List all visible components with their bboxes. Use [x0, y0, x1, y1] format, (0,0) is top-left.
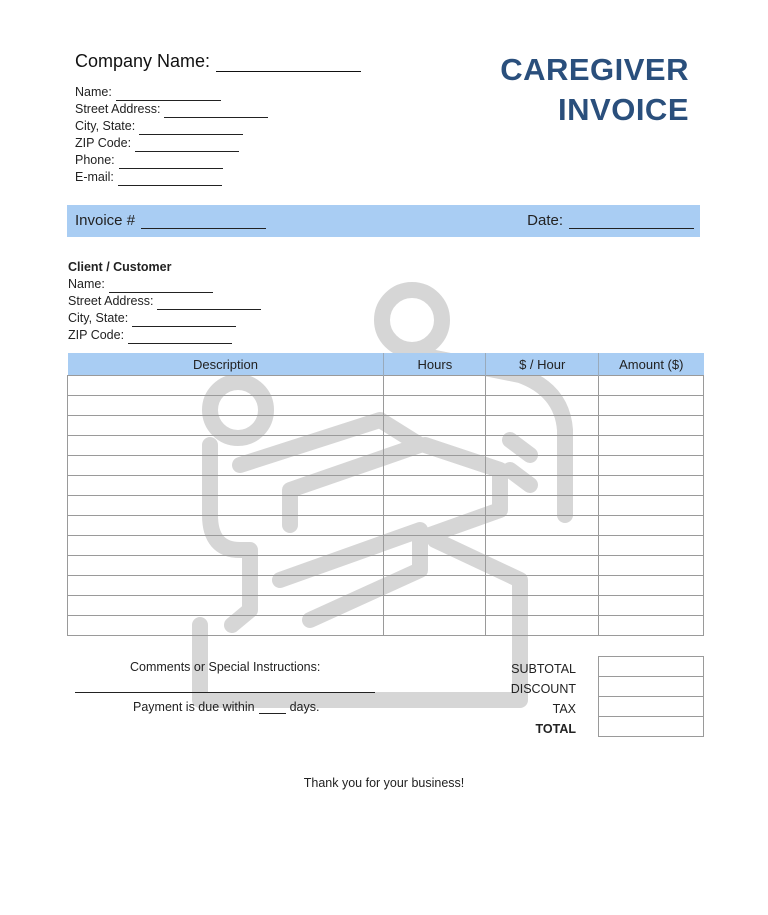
date-field	[527, 212, 694, 229]
client-field	[68, 327, 261, 344]
title-line-2: INVOICE	[558, 92, 689, 127]
table-row	[68, 396, 704, 416]
field-blank	[128, 331, 232, 344]
field-blank	[109, 280, 213, 293]
field-blank	[132, 314, 236, 327]
table-cell	[486, 596, 599, 616]
table-row	[68, 456, 704, 476]
field-blank	[119, 156, 223, 169]
company-info	[75, 84, 268, 186]
table-cell	[68, 416, 384, 436]
table-cell	[68, 456, 384, 476]
table-cell	[68, 576, 384, 596]
table-cell	[599, 376, 704, 396]
field-blank	[135, 139, 239, 152]
company-field	[75, 118, 268, 135]
table-cell	[599, 456, 704, 476]
table-cell	[599, 616, 704, 636]
payment-suffix: days.	[289, 700, 320, 714]
subtotal-box	[598, 656, 704, 676]
date-blank	[569, 214, 694, 229]
table-row	[68, 596, 704, 616]
totals-boxes	[598, 656, 704, 737]
table-cell	[486, 396, 599, 416]
company-field	[75, 84, 268, 101]
table-row	[68, 616, 704, 636]
table-row	[68, 436, 704, 456]
table-header-row	[68, 353, 704, 376]
invoice-number-bar	[67, 205, 700, 237]
table-row	[68, 536, 704, 556]
table-cell	[384, 596, 486, 616]
table-cell	[384, 616, 486, 636]
comments-blank	[75, 692, 375, 693]
table-cell	[486, 536, 599, 556]
payment-prefix: Payment is due within	[133, 700, 255, 714]
client-heading: Client / Customer	[68, 260, 172, 274]
field-label: E-mail:	[75, 170, 114, 184]
tax-box	[598, 696, 704, 716]
field-label: Name:	[68, 277, 105, 291]
table-cell	[68, 516, 384, 536]
table-cell	[599, 596, 704, 616]
discount-label: DISCOUNT	[510, 682, 576, 696]
table-cell	[599, 516, 704, 536]
company-field	[75, 169, 268, 186]
field-label: Phone:	[75, 153, 115, 167]
column-header-hours: Hours	[384, 353, 486, 376]
table-cell	[486, 476, 599, 496]
field-blank	[118, 173, 222, 186]
field-label: Street Address:	[68, 294, 154, 308]
thank-you-note: Thank you for your business!	[303, 776, 465, 790]
totals-labels	[490, 659, 576, 739]
table-cell	[599, 436, 704, 456]
table-cell	[599, 556, 704, 576]
table-row	[68, 476, 704, 496]
table-cell	[599, 496, 704, 516]
table-row	[68, 556, 704, 576]
payment-days-blank	[259, 702, 286, 714]
table-row	[68, 416, 704, 436]
table-cell	[486, 496, 599, 516]
table-cell	[384, 436, 486, 456]
table-cell	[68, 496, 384, 516]
table-cell	[384, 416, 486, 436]
table-cell	[384, 556, 486, 576]
table-cell	[486, 616, 599, 636]
table-cell	[68, 396, 384, 416]
field-blank	[139, 122, 243, 135]
client-field	[68, 293, 261, 310]
table-cell	[384, 496, 486, 516]
table-cell	[486, 416, 599, 436]
comments-label: Comments or Special Instructions:	[130, 660, 321, 674]
company-field	[75, 152, 268, 169]
company-name-label: Company Name:	[75, 51, 211, 71]
invoice-number-label: Invoice #	[75, 212, 136, 229]
title-line-1: CAREGIVER	[500, 52, 689, 87]
table-cell	[68, 476, 384, 496]
table-cell	[599, 396, 704, 416]
table-cell	[384, 376, 486, 396]
subtotal-label: SUBTOTAL	[511, 662, 576, 676]
table-body	[68, 376, 704, 636]
field-label: Street Address:	[75, 102, 161, 116]
field-blank	[164, 105, 268, 118]
table-cell	[486, 576, 599, 596]
table-cell	[68, 616, 384, 636]
invoice-number-blank	[141, 214, 266, 229]
company-name-field	[75, 51, 361, 72]
table-cell	[384, 476, 486, 496]
table-cell	[486, 376, 599, 396]
table-cell	[384, 456, 486, 476]
column-header-description: Description	[68, 353, 384, 376]
tax-label: TAX	[552, 702, 576, 716]
discount-box	[598, 676, 704, 696]
table-cell	[486, 516, 599, 536]
field-label: City, State:	[68, 311, 129, 325]
field-label: ZIP Code:	[75, 136, 132, 150]
field-label: ZIP Code:	[68, 328, 125, 342]
field-blank	[157, 297, 261, 310]
client-field	[68, 310, 261, 327]
table-cell	[68, 436, 384, 456]
table-row	[68, 376, 704, 396]
company-field	[75, 135, 268, 152]
table-cell	[68, 536, 384, 556]
table-cell	[599, 476, 704, 496]
payment-terms	[133, 700, 319, 714]
table-cell	[384, 516, 486, 536]
table-cell	[68, 556, 384, 576]
table-cell	[599, 576, 704, 596]
invoice-title	[500, 50, 689, 130]
client-field	[68, 276, 261, 293]
table-cell	[599, 416, 704, 436]
table-cell	[68, 376, 384, 396]
field-label: Name:	[75, 85, 112, 99]
column-header-rate: $ / Hour	[486, 353, 599, 376]
total-box	[598, 716, 704, 737]
field-blank	[116, 88, 221, 101]
client-info	[68, 259, 261, 344]
table-row	[68, 496, 704, 516]
total-label: TOTAL	[535, 722, 576, 736]
table-cell	[486, 556, 599, 576]
table-row	[68, 516, 704, 536]
field-label: City, State:	[75, 119, 136, 133]
table-cell	[68, 596, 384, 616]
company-field	[75, 101, 268, 118]
table-cell	[384, 576, 486, 596]
column-header-amount: Amount ($)	[599, 353, 704, 376]
table-cell	[384, 396, 486, 416]
table-cell	[599, 536, 704, 556]
line-items-table	[67, 353, 704, 636]
table-row	[68, 576, 704, 596]
company-name-blank	[216, 53, 361, 72]
table-cell	[486, 456, 599, 476]
date-label: Date:	[527, 212, 563, 229]
table-cell	[384, 536, 486, 556]
invoice-number-field	[75, 212, 266, 229]
table-cell	[486, 436, 599, 456]
